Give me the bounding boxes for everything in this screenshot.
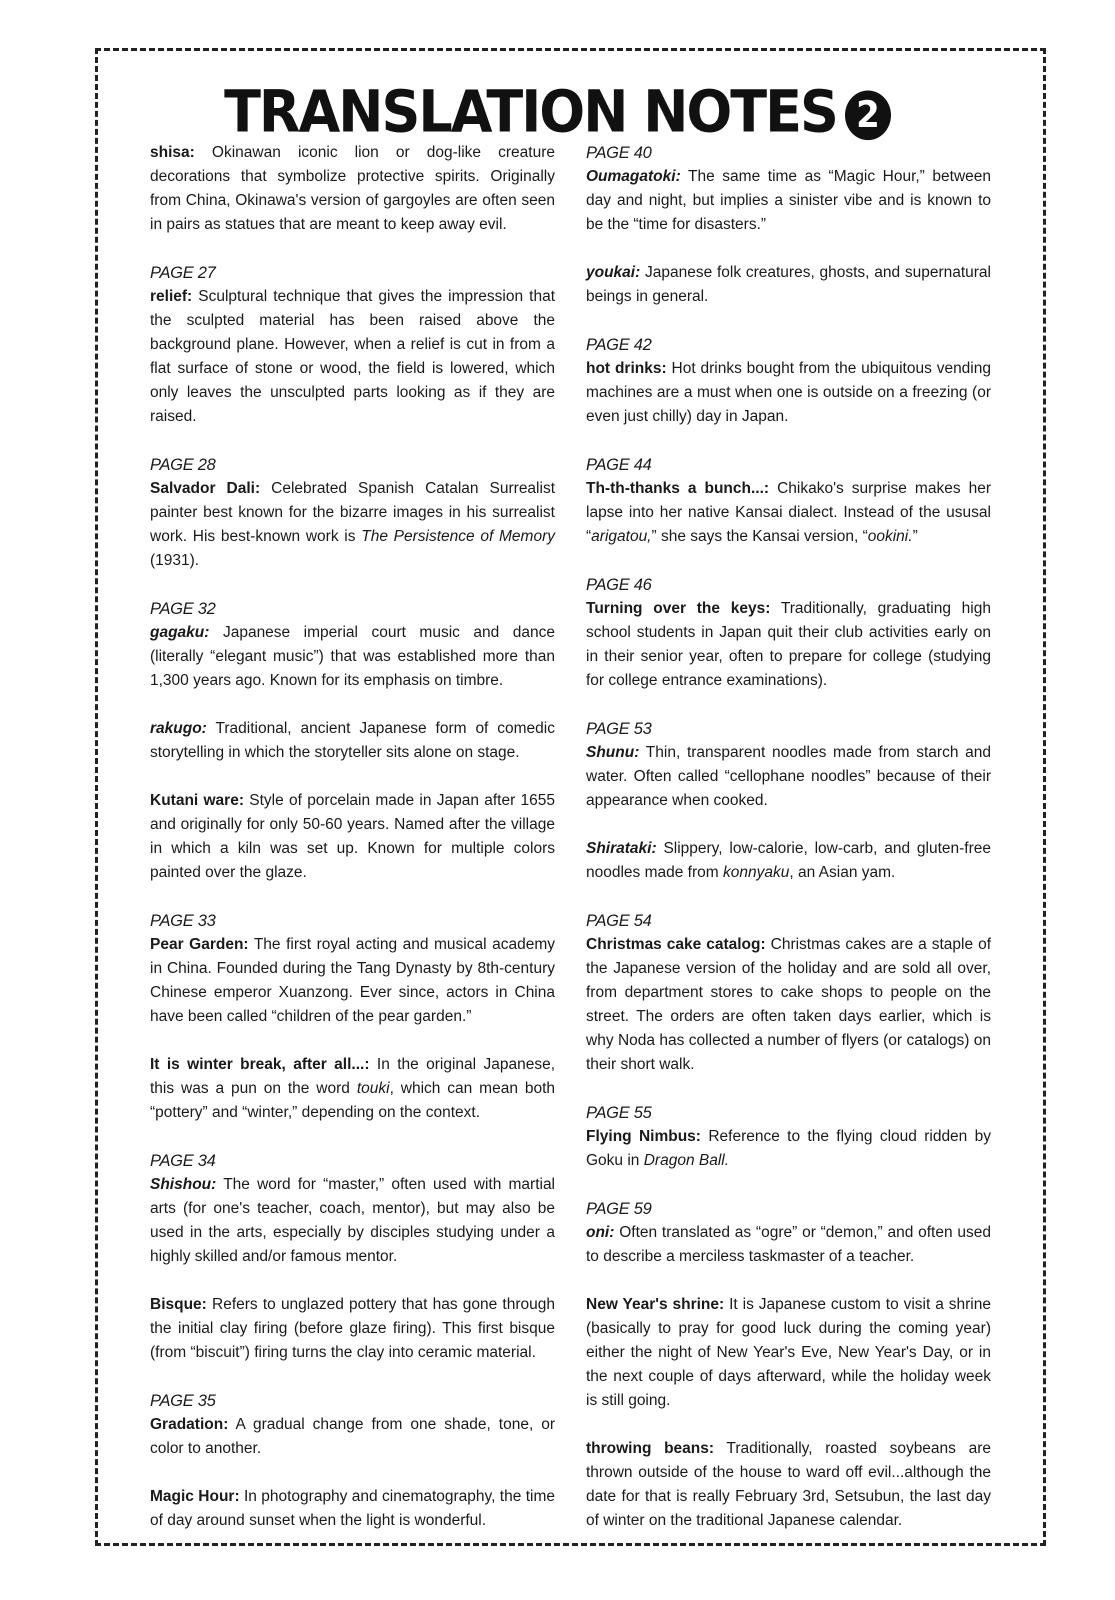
note-entry <box>586 1197 991 1269</box>
note-term: Gradation: <box>150 1416 229 1433</box>
title-text: TRANSLATION NOTES <box>224 77 837 146</box>
note-text: The Persistence of Memory <box>361 528 555 545</box>
note-text: , an Asian yam. <box>789 864 896 881</box>
note-text: ” she says the Kansai version, “ <box>651 528 868 545</box>
page-label: PAGE 33 <box>150 912 216 930</box>
note-term: Shishou: <box>150 1176 217 1193</box>
note-entry <box>150 597 555 693</box>
note-text: Reference to the flying cloud ridden by Goku in <box>586 1128 992 1169</box>
note-text: It is Japanese custom to visit a shrine (basically to pray for good luck during the coming year) either the night of New Year's Eve, New Year's Day, or in the next couple of days afterward, while the holiday week is still going. <box>586 1296 991 1409</box>
note-entry <box>150 1485 555 1533</box>
note-entry <box>586 261 991 309</box>
note-entry <box>586 1437 991 1533</box>
page-label: PAGE 28 <box>150 456 216 474</box>
page-label: PAGE 55 <box>586 1104 652 1122</box>
note-term: Pear Garden: <box>150 936 249 953</box>
note-text: ookini. <box>867 528 913 545</box>
note-term: throwing beans: <box>586 1440 715 1457</box>
note-term: Christmas cake catalog: <box>586 936 766 953</box>
page-title <box>0 77 1115 145</box>
note-entry <box>150 1053 555 1125</box>
note-term: gagaku: <box>150 624 210 641</box>
note-text: A gradual change from one shade, tone, or color to another. <box>150 1416 556 1457</box>
note-term: hot drinks: <box>586 360 667 377</box>
note-text: Sculptural technique that gives the impression that the sculpted material has been raised above the background plane. However, when a relief is cut in from a flat surface of stone or wood, the field is lowered, which only leaves the unsculpted parts looking as if they are raised. <box>150 288 555 425</box>
note-term: Magic Hour: <box>150 1488 240 1505</box>
note-text: The same time as “Magic Hour,” between day and night, but implies a sinister vibe and is known to be the “time for disasters.” <box>586 168 992 233</box>
note-text: arigatou, <box>591 528 652 545</box>
note-entry <box>586 1101 991 1173</box>
note-term: youkai: <box>586 264 641 281</box>
note-term: Bisque: <box>150 1296 207 1313</box>
note-term: Salvador Dali: <box>150 480 261 497</box>
note-entry <box>150 261 555 429</box>
note-entry <box>586 573 991 693</box>
page-label: PAGE 34 <box>150 1152 216 1170</box>
note-term: It is winter break, after all...: <box>150 1056 370 1073</box>
note-text: Christmas cakes are a staple of the Japanese version of the holiday and are sold all over, from department stores to cake shops to people on the street. The orders are often taken days earlier, which is why Noda has collected a number of flyers (or catalogs) on their short walk. <box>586 936 992 1073</box>
page-label: PAGE 54 <box>586 912 652 930</box>
note-term: Turning over the keys: <box>586 600 771 617</box>
note-entry <box>150 1149 555 1269</box>
note-entry <box>586 909 991 1077</box>
page-label: PAGE 27 <box>150 264 216 282</box>
note-entry <box>586 453 991 549</box>
note-term: oni: <box>586 1224 615 1241</box>
note-term: New Year's shrine: <box>586 1296 725 1313</box>
note-entry <box>150 453 555 573</box>
note-term: Kutani ware: <box>150 792 244 809</box>
note-text: ” <box>912 528 918 545</box>
note-text: Often translated as “ogre” or “demon,” and often used to describe a merciless taskmaster of a teacher. <box>586 1224 991 1265</box>
note-term: relief: <box>150 288 193 305</box>
note-text: Hot drinks bought from the ubiquitous vending machines are a must when one is outside on a freezing (or even just chilly) day in Japan. <box>586 360 991 425</box>
note-entry <box>586 333 991 429</box>
note-entry <box>150 141 555 237</box>
title-number-badge: 2 <box>845 90 891 140</box>
note-text: The word for “master,” often used with martial arts (for one's teacher, coach, mentor), but may also be used in the arts, especially by disciples studying under a highly skilled and/or famous mentor. <box>150 1176 556 1265</box>
note-entry <box>586 1293 991 1413</box>
note-text: Chikako's surprise makes her lapse into her native Kansai dialect. Instead of the ususal “ <box>586 480 991 545</box>
note-text: Dragon Ball. <box>643 1152 730 1169</box>
right-column <box>586 141 991 1557</box>
note-text: Traditional, ancient Japanese form of comedic storytelling in which the storyteller sits alone on stage. <box>150 720 555 761</box>
note-term: Th-th-thanks a bunch...: <box>586 480 770 497</box>
page-label: PAGE 40 <box>586 144 652 162</box>
note-text: Celebrated Spanish Catalan Surrealist painter best known for the bizarre images in his surrealist work. His best-known work is <box>150 480 556 545</box>
note-text: Traditionally, graduating high school students in Japan quit their club activities early on in their senior year, often to prepare for college (studying for college entrance examinations). <box>586 600 991 689</box>
note-term: Flying Nimbus: <box>586 1128 701 1145</box>
note-text: , which can mean both “pottery” and “winter,” depending on the context. <box>150 1080 555 1121</box>
page-label: PAGE 53 <box>586 720 652 738</box>
note-text: Traditionally, roasted soybeans are thrown outside of the house to ward off evil...although the date for that is really February 3rd, Setsubun, the last day of winter on the traditional Japanese calendar. <box>586 1440 991 1529</box>
note-text: Refers to unglazed pottery that has gone through the initial clay firing (before glaze firing). This first bisque (from “biscuit”) firing turns the clay into ceramic material. <box>150 1296 555 1361</box>
note-text: Style of porcelain made in Japan after 1655 and originally for only 50-60 years. Named after the village in which a kiln was set up. Known for multiple colors painted over the glaze. <box>150 792 556 881</box>
page-label: PAGE 59 <box>586 1200 652 1218</box>
page-label: PAGE 42 <box>586 336 652 354</box>
note-term: Shunu: <box>586 744 640 761</box>
note-entry <box>150 789 555 885</box>
note-term: rakugo: <box>150 720 207 737</box>
note-text: Japanese folk creatures, ghosts, and supernatural beings in general. <box>586 264 991 305</box>
note-entry <box>150 909 555 1029</box>
note-text: Slippery, low-calorie, low-carb, and gluten-free noodles made from <box>586 840 991 881</box>
note-text: Japanese imperial court music and dance (literally “elegant music”) that was established more than 1,300 years ago. Known for its emphasis on timbre. <box>150 624 556 689</box>
note-entry <box>586 837 991 885</box>
note-text: (1931). <box>150 552 200 569</box>
note-entry <box>150 1293 555 1365</box>
note-text: The first royal acting and musical academy in China. Founded during the Tang Dynasty by 8th-century Chinese emperor Xuanzong. Ever since, actors in China have been called “children of the pear garden.” <box>150 936 555 1025</box>
note-entry <box>586 717 991 813</box>
note-text: In the original Japanese, this was a pun on the word <box>150 1056 555 1097</box>
left-column <box>150 141 555 1557</box>
page-label: PAGE 32 <box>150 600 216 618</box>
page-label: PAGE 44 <box>586 456 652 474</box>
note-entry <box>150 1389 555 1461</box>
note-entry <box>586 141 991 237</box>
note-text: konnyaku <box>723 864 790 881</box>
page-label: PAGE 46 <box>586 576 652 594</box>
note-term: Oumagatoki: <box>586 168 681 185</box>
note-term: shisa: <box>150 144 195 161</box>
note-text: Okinawan iconic lion or dog-like creature decorations that symbolize protective spirits. Originally from China, Okinawa's version of gargoyles are often seen in pairs as statues that are meant to keep away evil. <box>150 144 556 233</box>
note-text: In photography and cinematography, the time of day around sunset when the light is wonderful. <box>150 1488 555 1529</box>
note-text: touki <box>356 1080 390 1097</box>
note-term: Shirataki: <box>586 840 657 857</box>
page-label: PAGE 35 <box>150 1392 216 1410</box>
note-text: Thin, transparent noodles made from starch and water. Often called “cellophane noodles” because of their appearance when cooked. <box>586 744 991 809</box>
note-entry <box>150 717 555 765</box>
